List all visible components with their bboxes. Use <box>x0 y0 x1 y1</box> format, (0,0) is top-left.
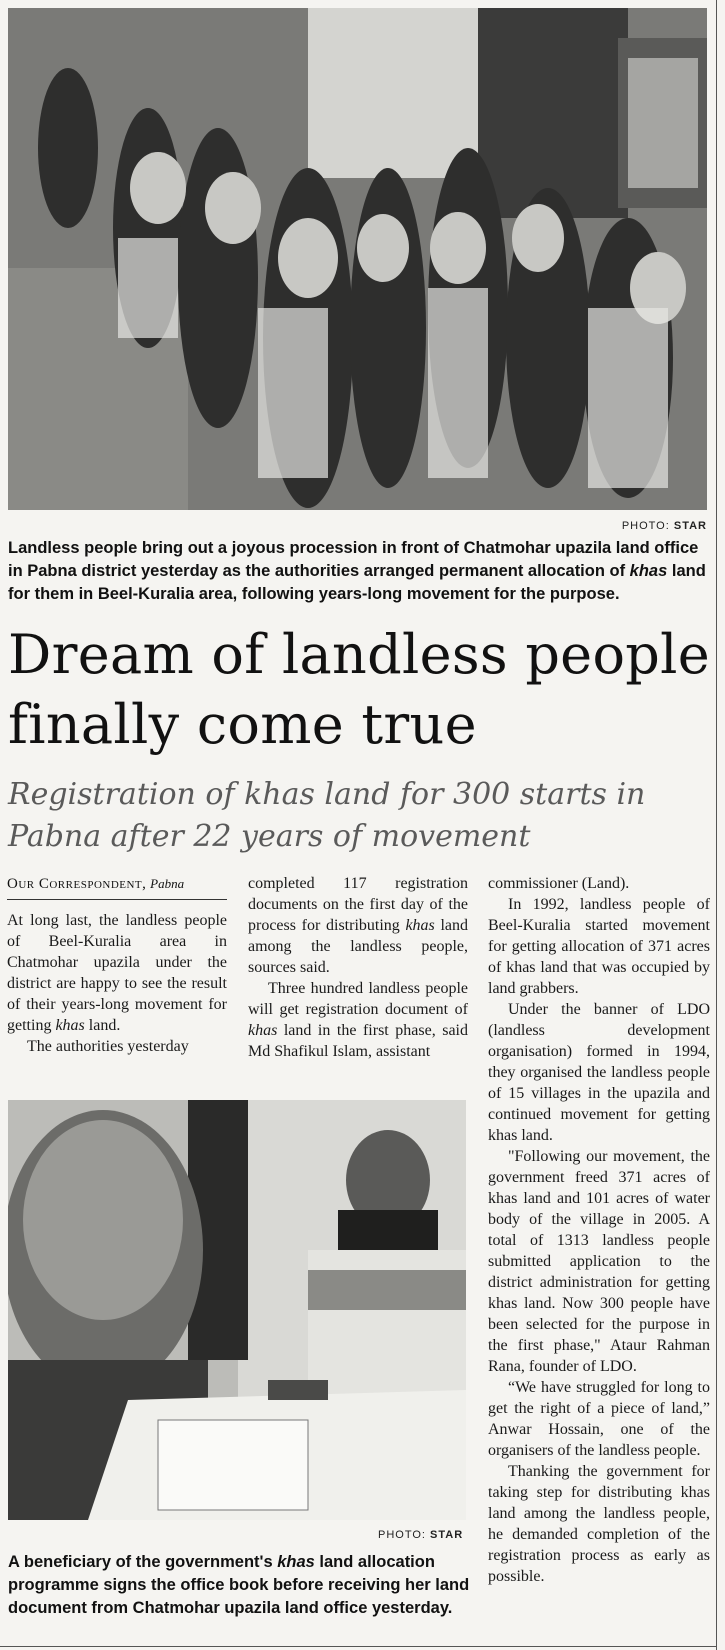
photo-caption-top: Landless people bring out a joyous procession in front of Chatmohar upazila land office in Pabna district yesterday as the authorities arranged permanent allocation of khas land for them in Beel-Kuralia area, following years-long movement for the purpose. <box>8 539 706 603</box>
paragraph: At long last, the landless people of Beel-Kuralia area in Chatmohar upazila under the district are happy to see the result of their years-long movement for getting khas land. <box>7 912 227 1034</box>
photo-caption-bottom: A beneficiary of the government's khas land allocation programme signs the office book before receiving her land document from Chatmohar upazila land office yesterday. <box>8 1553 470 1617</box>
procession-photo-illustration <box>8 8 707 510</box>
byline <box>7 876 227 900</box>
byline-place: Pabna <box>150 876 185 891</box>
photo-credit-top: PHOTO: STAR <box>621 520 707 532</box>
subheadline: Registration of khas land for 300 starts in Pabna after 22 years of movement <box>8 777 646 854</box>
column-rule-right <box>716 0 717 1650</box>
article-column-2 <box>248 873 468 1062</box>
paragraph: commissioner (Land). <box>488 875 630 892</box>
headline: Dream of landless people finally come true <box>8 623 710 756</box>
paragraph: completed 117 registration documents on the first day of the process for distributing khas land among the landless people, sources said. <box>248 875 469 976</box>
paragraph: Under the banner of LDO (landless development organisation) formed in 1994, they organised the landless people of 15 villages in the upazila and continued movement for getting khas land. <box>488 1001 710 1144</box>
page-rule-bottom <box>0 1646 716 1647</box>
article-column-3 <box>488 873 710 1587</box>
photo-credit-bottom: PHOTO: STAR <box>378 1529 464 1541</box>
paragraph: “We have struggled for long to get the right of a piece of land,” Anwar Hossain, one of the organisers of the landless people. <box>488 1379 710 1459</box>
byline-name: Our Correspondent, <box>7 876 147 892</box>
paragraph: Three hundred landless people will get registration document of khas land in the first phase, said Md Shafikul Islam, assistant <box>248 980 468 1060</box>
paragraph: In 1992, landless people of Beel-Kuralia started movement for getting allocation of 371 acres of khas land that was occupied by land grabbers. <box>488 896 710 997</box>
paragraph: The authorities yesterday <box>27 1038 189 1055</box>
paragraph: "Following our movement, the government freed 371 acres of khas land and 101 acres of water body of the village in 2005. A total of 1313 landless people submitted application to the district administration for getting khas land. Now 300 people have been selected for the purpose in the first phase," Ataur Rahman Rana, founder of LDO. <box>488 1148 710 1375</box>
registration-photo-illustration <box>8 1100 466 1520</box>
article-column-1 <box>7 910 227 1057</box>
procession-photo <box>8 8 707 510</box>
paragraph: Thanking the government for taking step for distributing khas land among the landless people, he demanded completion of the registration process as early as possible. <box>488 1463 710 1585</box>
registration-photo <box>8 1100 466 1520</box>
